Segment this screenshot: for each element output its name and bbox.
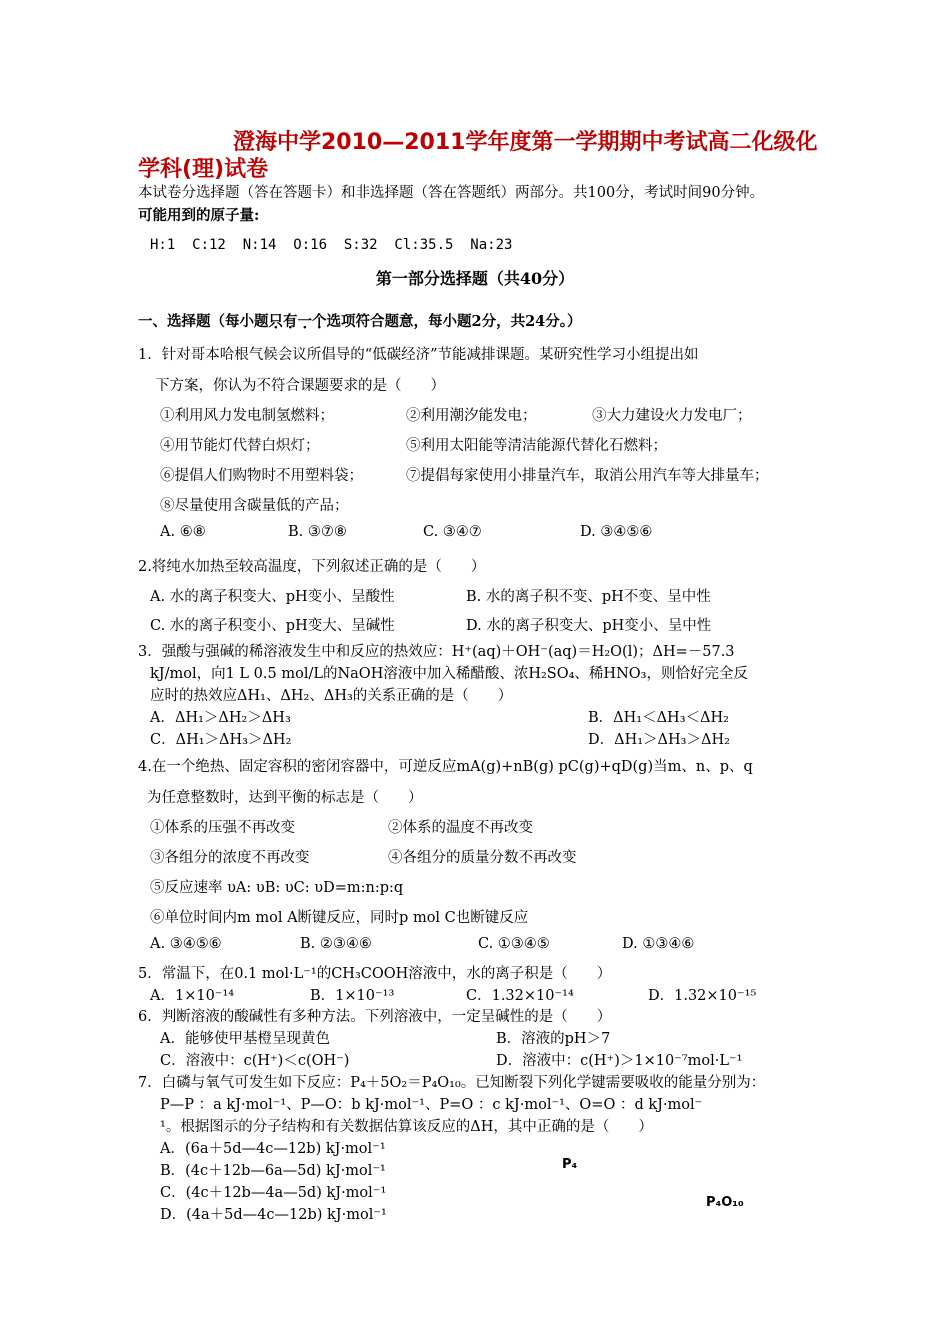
- q4-option-d: D. ①③④⑥: [622, 936, 695, 952]
- q1-item: ①利用风力发电制氢燃料；: [160, 408, 334, 424]
- q1-option-b: B. ③⑦⑧: [288, 524, 347, 540]
- atomic-masses-label: 可能用到的原子量:: [138, 207, 260, 224]
- part1-heading: 第一部分选择题（共40分）: [375, 269, 575, 288]
- q4-option-c: C. ①③④⑤: [478, 936, 550, 952]
- q1-item: ⑤利用太阳能等清洁能源代替化石燃料；: [406, 438, 667, 454]
- q2-option-b: B. 水的离子积不变、pH不变、呈中性: [466, 589, 711, 605]
- q4-item: ①体系的压强不再改变: [150, 820, 295, 836]
- q3-option-c: C．ΔH₁＞ΔH₃＞ΔH₂: [150, 732, 292, 748]
- q7-stem-line3: ¹。根据图示的分子结构和有关数据估算该反应的ΔH，其中正确的是（ ）: [160, 1119, 653, 1135]
- section-heading: [138, 310, 582, 331]
- q4-item: ⑤反应速率 υA: υB: υC: υD=m:n:p:q: [150, 880, 404, 896]
- q4-item: ③各组分的浓度不再改变: [150, 850, 310, 866]
- q1-item: ③大力建设火力发电厂；: [592, 408, 752, 424]
- q1-item: ⑧尽量使用含碳量低的产品；: [160, 498, 349, 514]
- q1-option-a: A. ⑥⑧: [160, 524, 206, 540]
- q2-stem: 2.将纯水加热至较高温度，下列叙述正确的是（ ）: [138, 559, 486, 575]
- q7-option-c: C．(4c＋12b—4a—5d) kJ·mol⁻¹: [160, 1185, 387, 1201]
- q3-stem-line1: 3．强酸与强碱的稀溶液发生中和反应的热效应：H⁺(aq)＋OH⁻(aq)＝H₂O(l)；ΔH=－57.3: [138, 644, 735, 660]
- q7-stem-line2: P—P ：a kJ·mol⁻¹、P—O：b kJ·mol⁻¹、P=O ：c kJ·mol⁻¹、O=O ：d kJ·mol⁻: [160, 1097, 703, 1113]
- q4-stem-line2: 为任意整数时，达到平衡的标志是（ ）: [147, 790, 423, 806]
- section-heading-start: 一、选择题（每小题: [138, 313, 269, 330]
- q7-option-d: D．(4a＋5d—4c—12b) kJ·mol⁻¹: [160, 1207, 387, 1223]
- figure-label-p4o10: P₄O₁₀: [706, 1195, 744, 1210]
- q1-option-c: C. ③④⑦: [423, 524, 482, 540]
- exam-description: 本试卷分选择题（答在答题卡）和非选择题（答在答题纸）两部分。共100分，考试时间90分钟。: [138, 185, 765, 201]
- q5-option-a: A．1×10⁻¹⁴: [150, 988, 235, 1004]
- q1-stem-line2: 下方案，你认为不符合课题要求的是（ ）: [155, 378, 445, 394]
- section-heading-emphasis: 只有一个: [268, 313, 327, 330]
- q4-option-a: A. ③④⑤⑥: [150, 936, 222, 952]
- q5-option-d: D．1.32×10⁻¹⁵: [648, 988, 757, 1004]
- figure-label-p4: P₄: [562, 1157, 578, 1172]
- q5-stem: 5．常温下，在0.1 mol·L⁻¹的CH₃COOH溶液中，水的离子积是（ ）: [138, 966, 612, 982]
- q6-option-a: A．能够使甲基橙呈现黄色: [160, 1031, 330, 1047]
- q2-option-c: C. 水的离子积变小、pH变大、呈碱性: [150, 618, 395, 634]
- q1-stem-line1: 1．针对哥本哈根气候会议所倡导的“低碳经济”节能减排课题。某研究性学习小组提出如: [138, 347, 699, 363]
- q3-option-a: A．ΔH₁＞ΔH₂＞ΔH₃: [150, 710, 291, 726]
- q3-stem-line2: kJ/mol，向1 L 0.5 mol/L的NaOH溶液中加入稀醋酸、浓H₂SO₄、稀HNO₃，则恰好完全反: [150, 666, 748, 682]
- q5-option-b: B．1×10⁻¹³: [310, 988, 395, 1004]
- q6-option-b: B．溶液的pH＞7: [496, 1031, 611, 1047]
- q6-option-d: D．溶液中：c(H⁺)＞1×10⁻⁷mol·L⁻¹: [496, 1053, 743, 1069]
- q4-item: ②体系的温度不再改变: [388, 820, 533, 836]
- q7-stem-line1: 7．白磷与氧气可发生如下反应：P₄＋5O₂＝P₄O₁₀。已知断裂下列化学键需要吸收的能量分别为：: [138, 1075, 766, 1091]
- q3-stem-line3: 应时的热效应ΔH₁、ΔH₂、ΔH₃的关系正确的是（ ）: [150, 688, 513, 704]
- q2-option-d: D. 水的离子积变大、pH变小、呈中性: [466, 618, 712, 634]
- q3-option-d: D．ΔH₁＞ΔH₃＞ΔH₂: [588, 732, 730, 748]
- q3-option-b: B．ΔH₁＜ΔH₃＜ΔH₂: [588, 710, 729, 726]
- atomic-masses: H:1 C:12 N:14 O:16 S:32 Cl:35.5 Na:23: [150, 237, 513, 253]
- q1-item: ②利用潮汐能发电；: [406, 408, 537, 424]
- exam-title-line1: 澄海中学2010—2011学年度第一学期期中考试高二化级化: [233, 130, 818, 155]
- q7-option-a: A．(6a＋5d—4c—12b) kJ·mol⁻¹: [160, 1141, 386, 1157]
- q4-item: ⑥单位时间内m mol A断键反应，同时p mol C也断键反应: [150, 910, 529, 926]
- exam-title-line2: 学科(理)试卷: [138, 157, 269, 182]
- q6-option-c: C．溶液中：c(H⁺)＜c(OH⁻): [160, 1053, 350, 1069]
- q5-option-c: C．1.32×10⁻¹⁴: [466, 988, 574, 1004]
- q4-stem-line1: 4.在一个绝热、固定容积的密闭容器中，可逆反应mA(g)+nB(g) pC(g)+qD(g)当m、n、p、q: [138, 759, 753, 775]
- q1-item: ④用节能灯代替白炽灯；: [160, 438, 320, 454]
- section-heading-end: 选项符合题意，每小题2分，共24分。）: [326, 313, 582, 330]
- q2-option-a: A. 水的离子积变大、pH变小、呈酸性: [150, 589, 395, 605]
- q1-option-d: D. ③④⑤⑥: [580, 524, 653, 540]
- q1-item: ⑦提倡每家使用小排量汽车，取消公用汽车等大排量车；: [406, 468, 769, 484]
- q6-stem: 6．判断溶液的酸碱性有多种方法。下列溶液中，一定呈碱性的是（ ）: [138, 1009, 612, 1025]
- q7-option-b: B．(4c＋12b—6a—5d) kJ·mol⁻¹: [160, 1163, 386, 1179]
- q1-item: ⑥提倡人们购物时不用塑料袋；: [160, 468, 363, 484]
- q4-option-b: B. ②③④⑥: [300, 936, 372, 952]
- q4-item: ④各组分的质量分数不再改变: [388, 850, 577, 866]
